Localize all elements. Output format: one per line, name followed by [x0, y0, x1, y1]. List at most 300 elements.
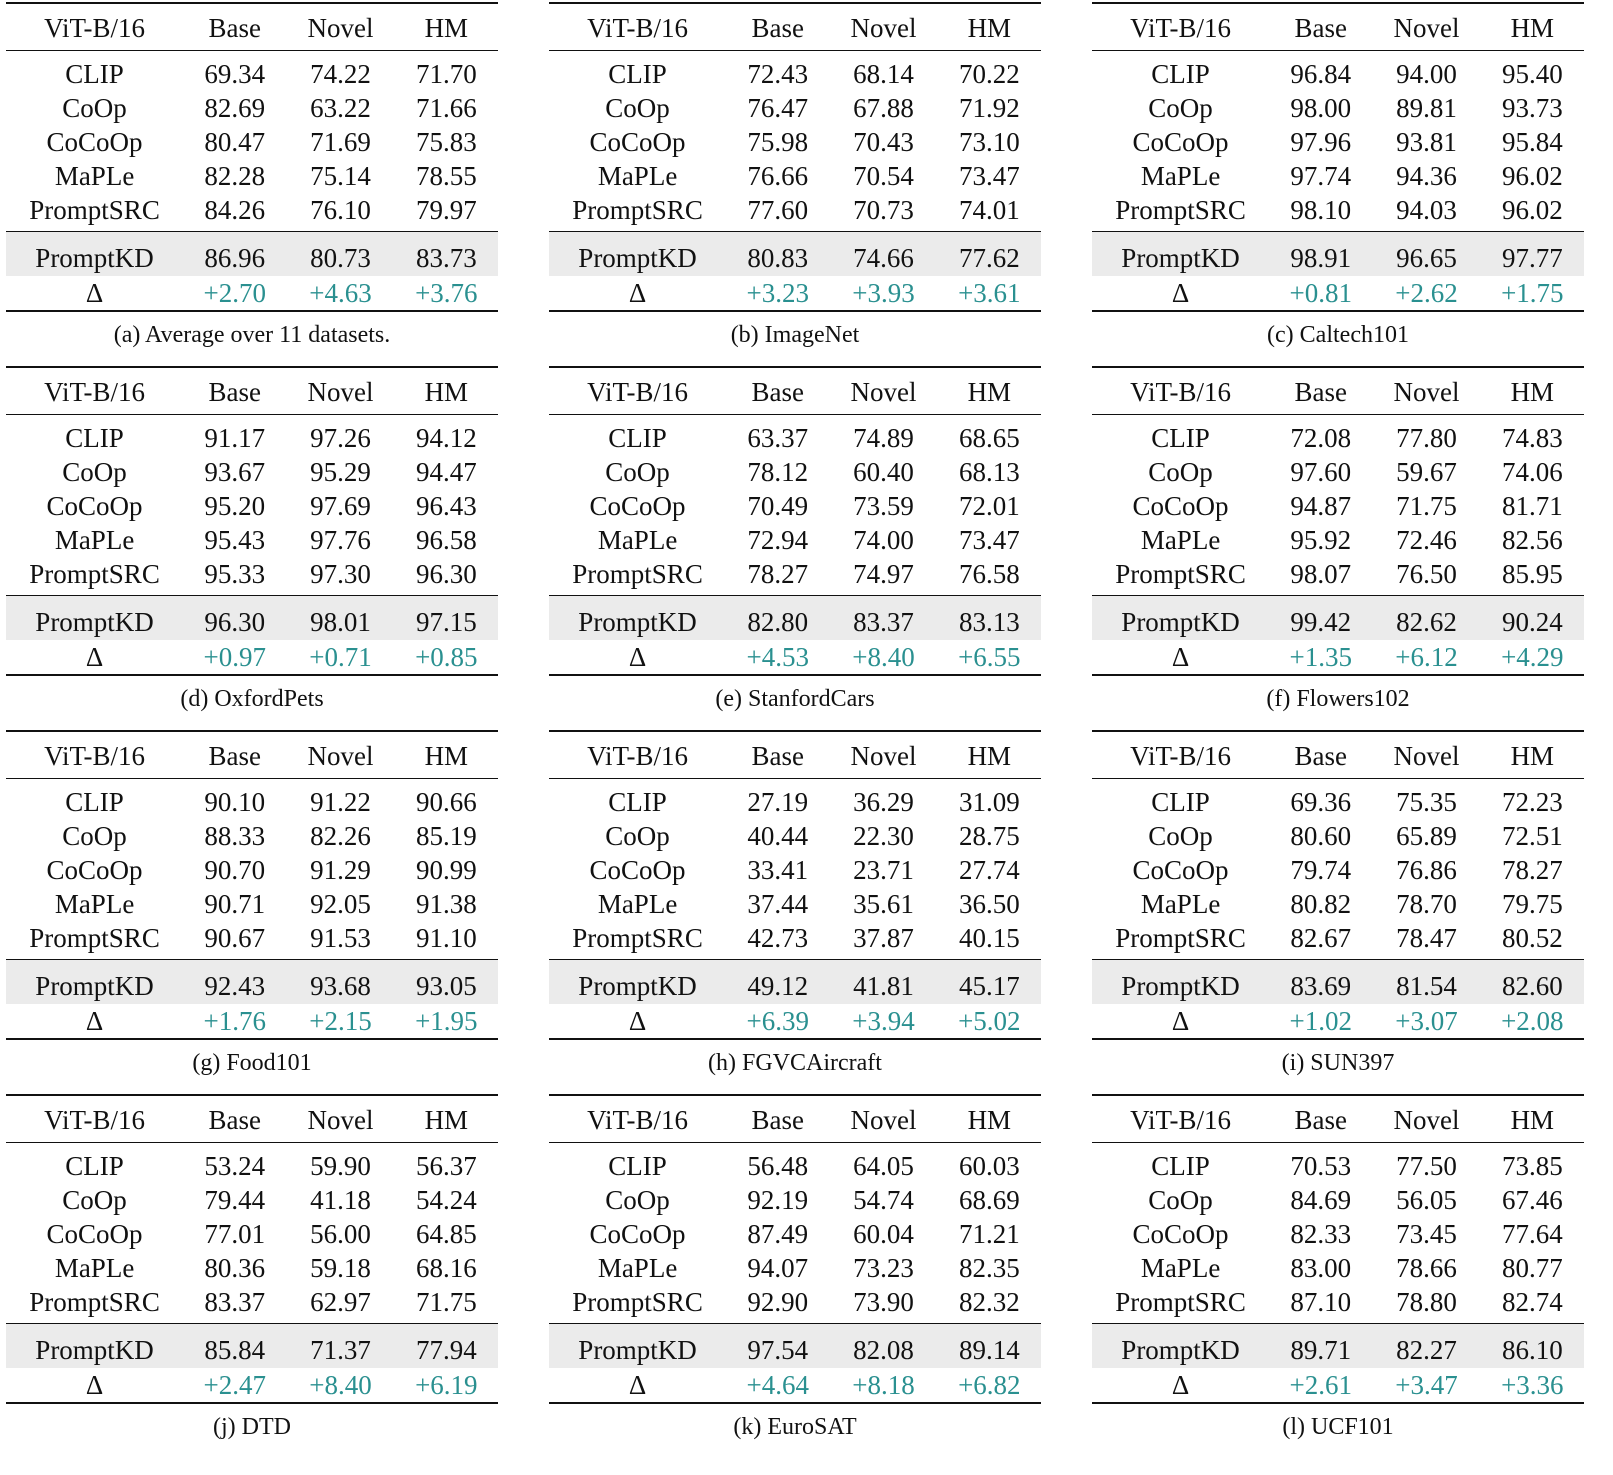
method-name: PromptKD [549, 596, 726, 641]
panel-caption: (h) FGVCAircraft [708, 1050, 882, 1076]
novel-value: 78.70 [1396, 888, 1457, 919]
method-name: CoCoOp [46, 854, 143, 885]
novel-value: 76.10 [286, 193, 394, 232]
base-value: 69.36 [1290, 786, 1352, 817]
novel-value: 93.81 [1396, 126, 1457, 157]
novel-header: Novel [829, 367, 937, 415]
hm-value: 45.17 [938, 960, 1041, 1005]
table-row [6, 193, 498, 232]
method-name: CLIP [1151, 422, 1210, 453]
novel-header: Novel [286, 731, 394, 779]
base-value: 94.07 [747, 1252, 809, 1283]
base-value: 76.66 [747, 160, 809, 191]
hm-header: HM [938, 1095, 1041, 1143]
novel-value: 74.89 [853, 422, 914, 453]
dataset-panel-j [6, 1094, 498, 1441]
results-table [1092, 730, 1584, 1040]
results-table [1092, 2, 1584, 312]
base-header: Base [183, 3, 286, 51]
method-name: PromptSRC [1092, 1285, 1269, 1324]
method-name: MaPLe [54, 888, 135, 919]
panel-caption: (l) UCF101 [1282, 1414, 1394, 1440]
hm-value: 72.23 [1501, 786, 1563, 817]
method-name: CLIP [608, 422, 667, 453]
table-row [549, 853, 1041, 887]
novel-delta: +8.40 [286, 1368, 394, 1403]
base-value: 72.08 [1290, 422, 1352, 453]
novel-value: 94.36 [1396, 160, 1457, 191]
baseline-rows [6, 51, 498, 232]
delta-label: Δ [6, 276, 183, 311]
novel-header: Novel [1372, 367, 1480, 415]
method-name: CoOp [62, 92, 127, 123]
base-value: 77.60 [726, 193, 829, 232]
table-row [6, 887, 498, 921]
base-header: Base [726, 367, 829, 415]
hm-value: 96.30 [395, 557, 498, 596]
table-row [1092, 1217, 1584, 1251]
novel-header: Novel [286, 1095, 394, 1143]
novel-value: 70.73 [829, 193, 937, 232]
header-row [1092, 1095, 1584, 1143]
hm-value: 82.35 [958, 1252, 1020, 1283]
hm-value: 86.10 [1481, 1324, 1584, 1369]
method-name: PromptKD [1092, 232, 1269, 277]
method-name: CLIP [1151, 58, 1210, 89]
table-row [6, 921, 498, 960]
results-table [6, 2, 498, 312]
delta-label: Δ [549, 276, 726, 311]
results-table [549, 730, 1041, 1040]
novel-header: Novel [829, 1095, 937, 1143]
base-value: 78.12 [747, 456, 809, 487]
delta-label: Δ [1092, 276, 1269, 311]
base-delta: +4.64 [726, 1368, 829, 1403]
delta-row [549, 1368, 1041, 1403]
hm-value: 73.10 [958, 126, 1020, 157]
hm-value: 82.32 [938, 1285, 1041, 1324]
base-value: 96.30 [183, 596, 286, 641]
method-name: CoOp [605, 92, 670, 123]
base-value: 97.60 [1290, 456, 1352, 487]
novel-delta: +4.63 [286, 276, 394, 311]
base-value: 82.80 [726, 596, 829, 641]
base-value: 97.54 [726, 1324, 829, 1369]
method-name: CoOp [1148, 820, 1213, 851]
method-name: PromptSRC [6, 921, 183, 960]
hm-value: 97.77 [1481, 232, 1584, 277]
novel-value: 35.61 [853, 888, 914, 919]
base-value: 98.91 [1269, 232, 1372, 277]
novel-value: 76.86 [1396, 854, 1457, 885]
hm-value: 71.75 [395, 1285, 498, 1324]
panel-caption: (b) ImageNet [730, 322, 860, 348]
hm-value: 85.19 [415, 820, 477, 851]
backbone-header: ViT-B/16 [549, 731, 726, 779]
hm-header: HM [395, 367, 498, 415]
novel-value: 92.05 [310, 888, 371, 919]
promptkd-row [1092, 960, 1584, 1005]
table-row [1092, 921, 1584, 960]
hm-value: 90.66 [415, 786, 477, 817]
novel-value: 73.59 [853, 490, 914, 521]
novel-header: Novel [829, 3, 937, 51]
ours-rows [549, 1324, 1041, 1404]
hm-value: 81.71 [1501, 490, 1563, 521]
hm-value: 90.24 [1481, 596, 1584, 641]
hm-delta: +0.85 [395, 640, 498, 675]
table-row [1092, 557, 1584, 596]
novel-value: 97.30 [286, 557, 394, 596]
table-row [1092, 51, 1584, 92]
method-name: PromptSRC [6, 557, 183, 596]
hm-value: 80.77 [1501, 1252, 1563, 1283]
header-row [549, 731, 1041, 779]
method-name: MaPLe [54, 1252, 135, 1283]
backbone-header: ViT-B/16 [549, 367, 726, 415]
promptkd-row [549, 1324, 1041, 1369]
results-table [1092, 1094, 1584, 1404]
base-value: 80.83 [726, 232, 829, 277]
hm-delta: +5.02 [938, 1004, 1041, 1039]
delta-row [6, 1004, 498, 1039]
method-name: PromptKD [1092, 1324, 1269, 1369]
panel-caption: (f) Flowers102 [1266, 686, 1410, 712]
novel-value: 56.05 [1396, 1184, 1457, 1215]
hm-delta: +3.36 [1481, 1368, 1584, 1403]
novel-value: 73.45 [1396, 1218, 1457, 1249]
table-row [6, 489, 498, 523]
base-value: 84.69 [1290, 1184, 1352, 1215]
table-row [549, 1251, 1041, 1285]
table-row [6, 779, 498, 820]
table-row [549, 557, 1041, 596]
novel-value: 62.97 [286, 1285, 394, 1324]
table-row [6, 1217, 498, 1251]
novel-value: 89.81 [1396, 92, 1457, 123]
hm-value: 71.70 [415, 58, 477, 89]
hm-value: 83.13 [938, 596, 1041, 641]
panel-caption: (c) Caltech101 [1267, 322, 1409, 348]
hm-value: 95.84 [1501, 126, 1563, 157]
promptkd-row [6, 232, 498, 277]
backbone-header: ViT-B/16 [549, 1095, 726, 1143]
hm-value: 71.92 [958, 92, 1020, 123]
method-name: MaPLe [1140, 160, 1221, 191]
promptkd-row [6, 596, 498, 641]
novel-value: 78.47 [1372, 921, 1480, 960]
table-row [549, 125, 1041, 159]
novel-value: 80.73 [286, 232, 394, 277]
ours-rows [1092, 232, 1584, 312]
base-value: 90.71 [204, 888, 266, 919]
base-value: 53.24 [204, 1150, 266, 1181]
base-header: Base [1269, 3, 1372, 51]
results-table [549, 366, 1041, 676]
hm-value: 67.46 [1501, 1184, 1563, 1215]
base-value: 95.20 [204, 490, 266, 521]
panel-caption: (k) EuroSAT [733, 1414, 857, 1440]
novel-value: 93.68 [286, 960, 394, 1005]
hm-value: 78.55 [415, 160, 477, 191]
header-row [549, 3, 1041, 51]
base-value: 82.67 [1269, 921, 1372, 960]
novel-value: 77.80 [1396, 422, 1457, 453]
backbone-header: ViT-B/16 [1092, 3, 1269, 51]
novel-value: 82.62 [1372, 596, 1480, 641]
ours-rows [6, 232, 498, 312]
hm-header: HM [1481, 3, 1584, 51]
hm-value: 78.27 [1501, 854, 1563, 885]
base-value: 63.37 [747, 422, 809, 453]
hm-value: 79.75 [1501, 888, 1563, 919]
delta-label: Δ [6, 1004, 183, 1039]
table-row [549, 1285, 1041, 1324]
hm-header: HM [1481, 1095, 1584, 1143]
table-row [1092, 1143, 1584, 1184]
base-value: 98.10 [1269, 193, 1372, 232]
base-value: 97.74 [1290, 160, 1352, 191]
base-value: 87.49 [747, 1218, 809, 1249]
method-name: PromptKD [6, 232, 183, 277]
hm-value: 82.74 [1481, 1285, 1584, 1324]
method-name: CoOp [605, 820, 670, 851]
method-name: MaPLe [54, 524, 135, 555]
method-name: CoOp [62, 1184, 127, 1215]
novel-value: 91.53 [286, 921, 394, 960]
hm-value: 73.85 [1501, 1150, 1563, 1181]
hm-value: 36.50 [958, 888, 1020, 919]
base-delta: +0.97 [183, 640, 286, 675]
method-name: PromptSRC [6, 1285, 183, 1324]
table-row [549, 1217, 1041, 1251]
hm-header: HM [395, 3, 498, 51]
novel-value: 60.04 [853, 1218, 914, 1249]
hm-value: 77.64 [1501, 1218, 1563, 1249]
dataset-panel-k [549, 1094, 1041, 1441]
base-value: 80.47 [204, 126, 266, 157]
novel-value: 70.54 [853, 160, 914, 191]
base-value: 99.42 [1269, 596, 1372, 641]
ours-rows [1092, 596, 1584, 676]
novel-value: 81.54 [1372, 960, 1480, 1005]
delta-label: Δ [549, 640, 726, 675]
base-value: 33.41 [747, 854, 809, 885]
hm-value: 82.56 [1501, 524, 1563, 555]
base-value: 90.10 [204, 786, 266, 817]
delta-row [6, 1368, 498, 1403]
base-value: 70.53 [1290, 1150, 1352, 1181]
header-row [1092, 3, 1584, 51]
ours-rows [1092, 960, 1584, 1040]
hm-value: 95.40 [1501, 58, 1563, 89]
base-value: 86.96 [183, 232, 286, 277]
base-value: 95.43 [204, 524, 266, 555]
backbone-header: ViT-B/16 [1092, 367, 1269, 415]
delta-row [1092, 640, 1584, 675]
ours-rows [549, 596, 1041, 676]
delta-row [549, 276, 1041, 311]
ours-rows [549, 960, 1041, 1040]
hm-value: 27.74 [958, 854, 1020, 885]
novel-header: Novel [286, 3, 394, 51]
hm-delta: +3.61 [938, 276, 1041, 311]
backbone-header: ViT-B/16 [6, 1095, 183, 1143]
novel-value: 82.27 [1372, 1324, 1480, 1369]
delta-label: Δ [549, 1004, 726, 1039]
novel-value: 95.29 [310, 456, 371, 487]
base-value: 69.34 [204, 58, 266, 89]
hm-value: 60.03 [958, 1150, 1020, 1181]
method-name: CoOp [1148, 456, 1213, 487]
novel-delta: +0.71 [286, 640, 394, 675]
hm-delta: +3.76 [395, 276, 498, 311]
novel-value: 59.90 [310, 1150, 371, 1181]
base-value: 89.71 [1269, 1324, 1372, 1369]
dataset-panel-b [549, 2, 1041, 349]
hm-value: 94.47 [415, 456, 477, 487]
novel-delta: +8.18 [829, 1368, 937, 1403]
novel-value: 54.74 [853, 1184, 914, 1215]
dataset-panel-a [6, 2, 498, 349]
base-value: 72.94 [747, 524, 809, 555]
base-header: Base [183, 1095, 286, 1143]
backbone-header: ViT-B/16 [6, 3, 183, 51]
table-row [549, 921, 1041, 960]
novel-value: 23.71 [853, 854, 914, 885]
method-name: PromptSRC [549, 557, 726, 596]
base-delta: +0.81 [1269, 276, 1372, 311]
baseline-rows [549, 1143, 1041, 1324]
hm-value: 90.99 [415, 854, 477, 885]
results-table [549, 1094, 1041, 1404]
method-name: MaPLe [597, 1252, 678, 1283]
base-value: 98.07 [1269, 557, 1372, 596]
table-row [1092, 819, 1584, 853]
method-name: PromptKD [549, 1324, 726, 1369]
base-value: 84.26 [183, 193, 286, 232]
delta-row [549, 640, 1041, 675]
table-row [6, 523, 498, 557]
novel-value: 77.50 [1396, 1150, 1457, 1181]
method-name: CoOp [62, 456, 127, 487]
base-value: 92.19 [747, 1184, 809, 1215]
hm-value: 80.52 [1481, 921, 1584, 960]
delta-label: Δ [6, 1368, 183, 1403]
hm-value: 54.24 [415, 1184, 477, 1215]
method-name: PromptSRC [6, 193, 183, 232]
novel-header: Novel [829, 731, 937, 779]
base-delta: +2.47 [183, 1368, 286, 1403]
novel-value: 67.88 [853, 92, 914, 123]
hm-delta: +6.82 [938, 1368, 1041, 1403]
dataset-panel-c [1092, 2, 1584, 349]
base-value: 77.01 [204, 1218, 266, 1249]
panel-caption: (e) StanfordCars [715, 686, 875, 712]
hm-delta: +6.55 [938, 640, 1041, 675]
base-value: 95.92 [1290, 524, 1352, 555]
backbone-header: ViT-B/16 [6, 731, 183, 779]
novel-value: 94.00 [1396, 58, 1457, 89]
hm-value: 89.14 [938, 1324, 1041, 1369]
novel-value: 74.00 [853, 524, 914, 555]
method-name: MaPLe [597, 888, 678, 919]
delta-row [6, 276, 498, 311]
method-name: CoOp [605, 1184, 670, 1215]
method-name: CLIP [65, 786, 124, 817]
promptkd-row [549, 232, 1041, 277]
hm-value: 72.51 [1501, 820, 1563, 851]
hm-value: 96.58 [415, 524, 477, 555]
hm-value: 68.65 [958, 422, 1020, 453]
hm-header: HM [1481, 367, 1584, 415]
hm-header: HM [1481, 731, 1584, 779]
baseline-rows [549, 51, 1041, 232]
table-row [549, 819, 1041, 853]
base-header: Base [1269, 1095, 1372, 1143]
header-row [6, 367, 498, 415]
method-name: PromptSRC [549, 1285, 726, 1324]
table-row [1092, 91, 1584, 125]
promptkd-row [6, 960, 498, 1005]
table-row [6, 819, 498, 853]
baseline-rows [6, 415, 498, 596]
baseline-rows [1092, 1143, 1584, 1324]
ours-rows [549, 232, 1041, 312]
table-row [549, 193, 1041, 232]
novel-value: 60.40 [853, 456, 914, 487]
novel-delta: +3.47 [1372, 1368, 1480, 1403]
ours-rows [6, 596, 498, 676]
novel-value: 73.90 [829, 1285, 937, 1324]
novel-value: 74.66 [829, 232, 937, 277]
base-value: 37.44 [747, 888, 809, 919]
method-name: CoCoOp [589, 126, 686, 157]
base-value: 83.69 [1269, 960, 1372, 1005]
hm-value: 96.43 [415, 490, 477, 521]
base-value: 70.49 [747, 490, 809, 521]
base-value: 91.17 [204, 422, 266, 453]
dataset-panel-e [549, 366, 1041, 713]
hm-value: 91.10 [395, 921, 498, 960]
base-value: 87.10 [1269, 1285, 1372, 1324]
table-row [1092, 415, 1584, 456]
table-row [6, 853, 498, 887]
promptkd-row [1092, 1324, 1584, 1369]
novel-value: 59.67 [1396, 456, 1457, 487]
hm-value: 71.66 [415, 92, 477, 123]
table-row [1092, 1251, 1584, 1285]
base-value: 93.67 [204, 456, 266, 487]
novel-value: 75.14 [310, 160, 371, 191]
table-row [6, 1183, 498, 1217]
novel-value: 83.37 [829, 596, 937, 641]
header-row [6, 1095, 498, 1143]
method-name: PromptKD [1092, 960, 1269, 1005]
method-name: PromptKD [6, 1324, 183, 1369]
novel-value: 65.89 [1396, 820, 1457, 851]
method-name: PromptKD [6, 960, 183, 1005]
novel-value: 72.46 [1396, 524, 1457, 555]
base-value: 88.33 [204, 820, 266, 851]
method-name: PromptKD [1092, 596, 1269, 641]
hm-delta: +6.19 [395, 1368, 498, 1403]
novel-value: 64.05 [853, 1150, 914, 1181]
method-name: CoCoOp [589, 1218, 686, 1249]
method-name: CoCoOp [46, 490, 143, 521]
table-row [1092, 853, 1584, 887]
promptkd-row [549, 596, 1041, 641]
